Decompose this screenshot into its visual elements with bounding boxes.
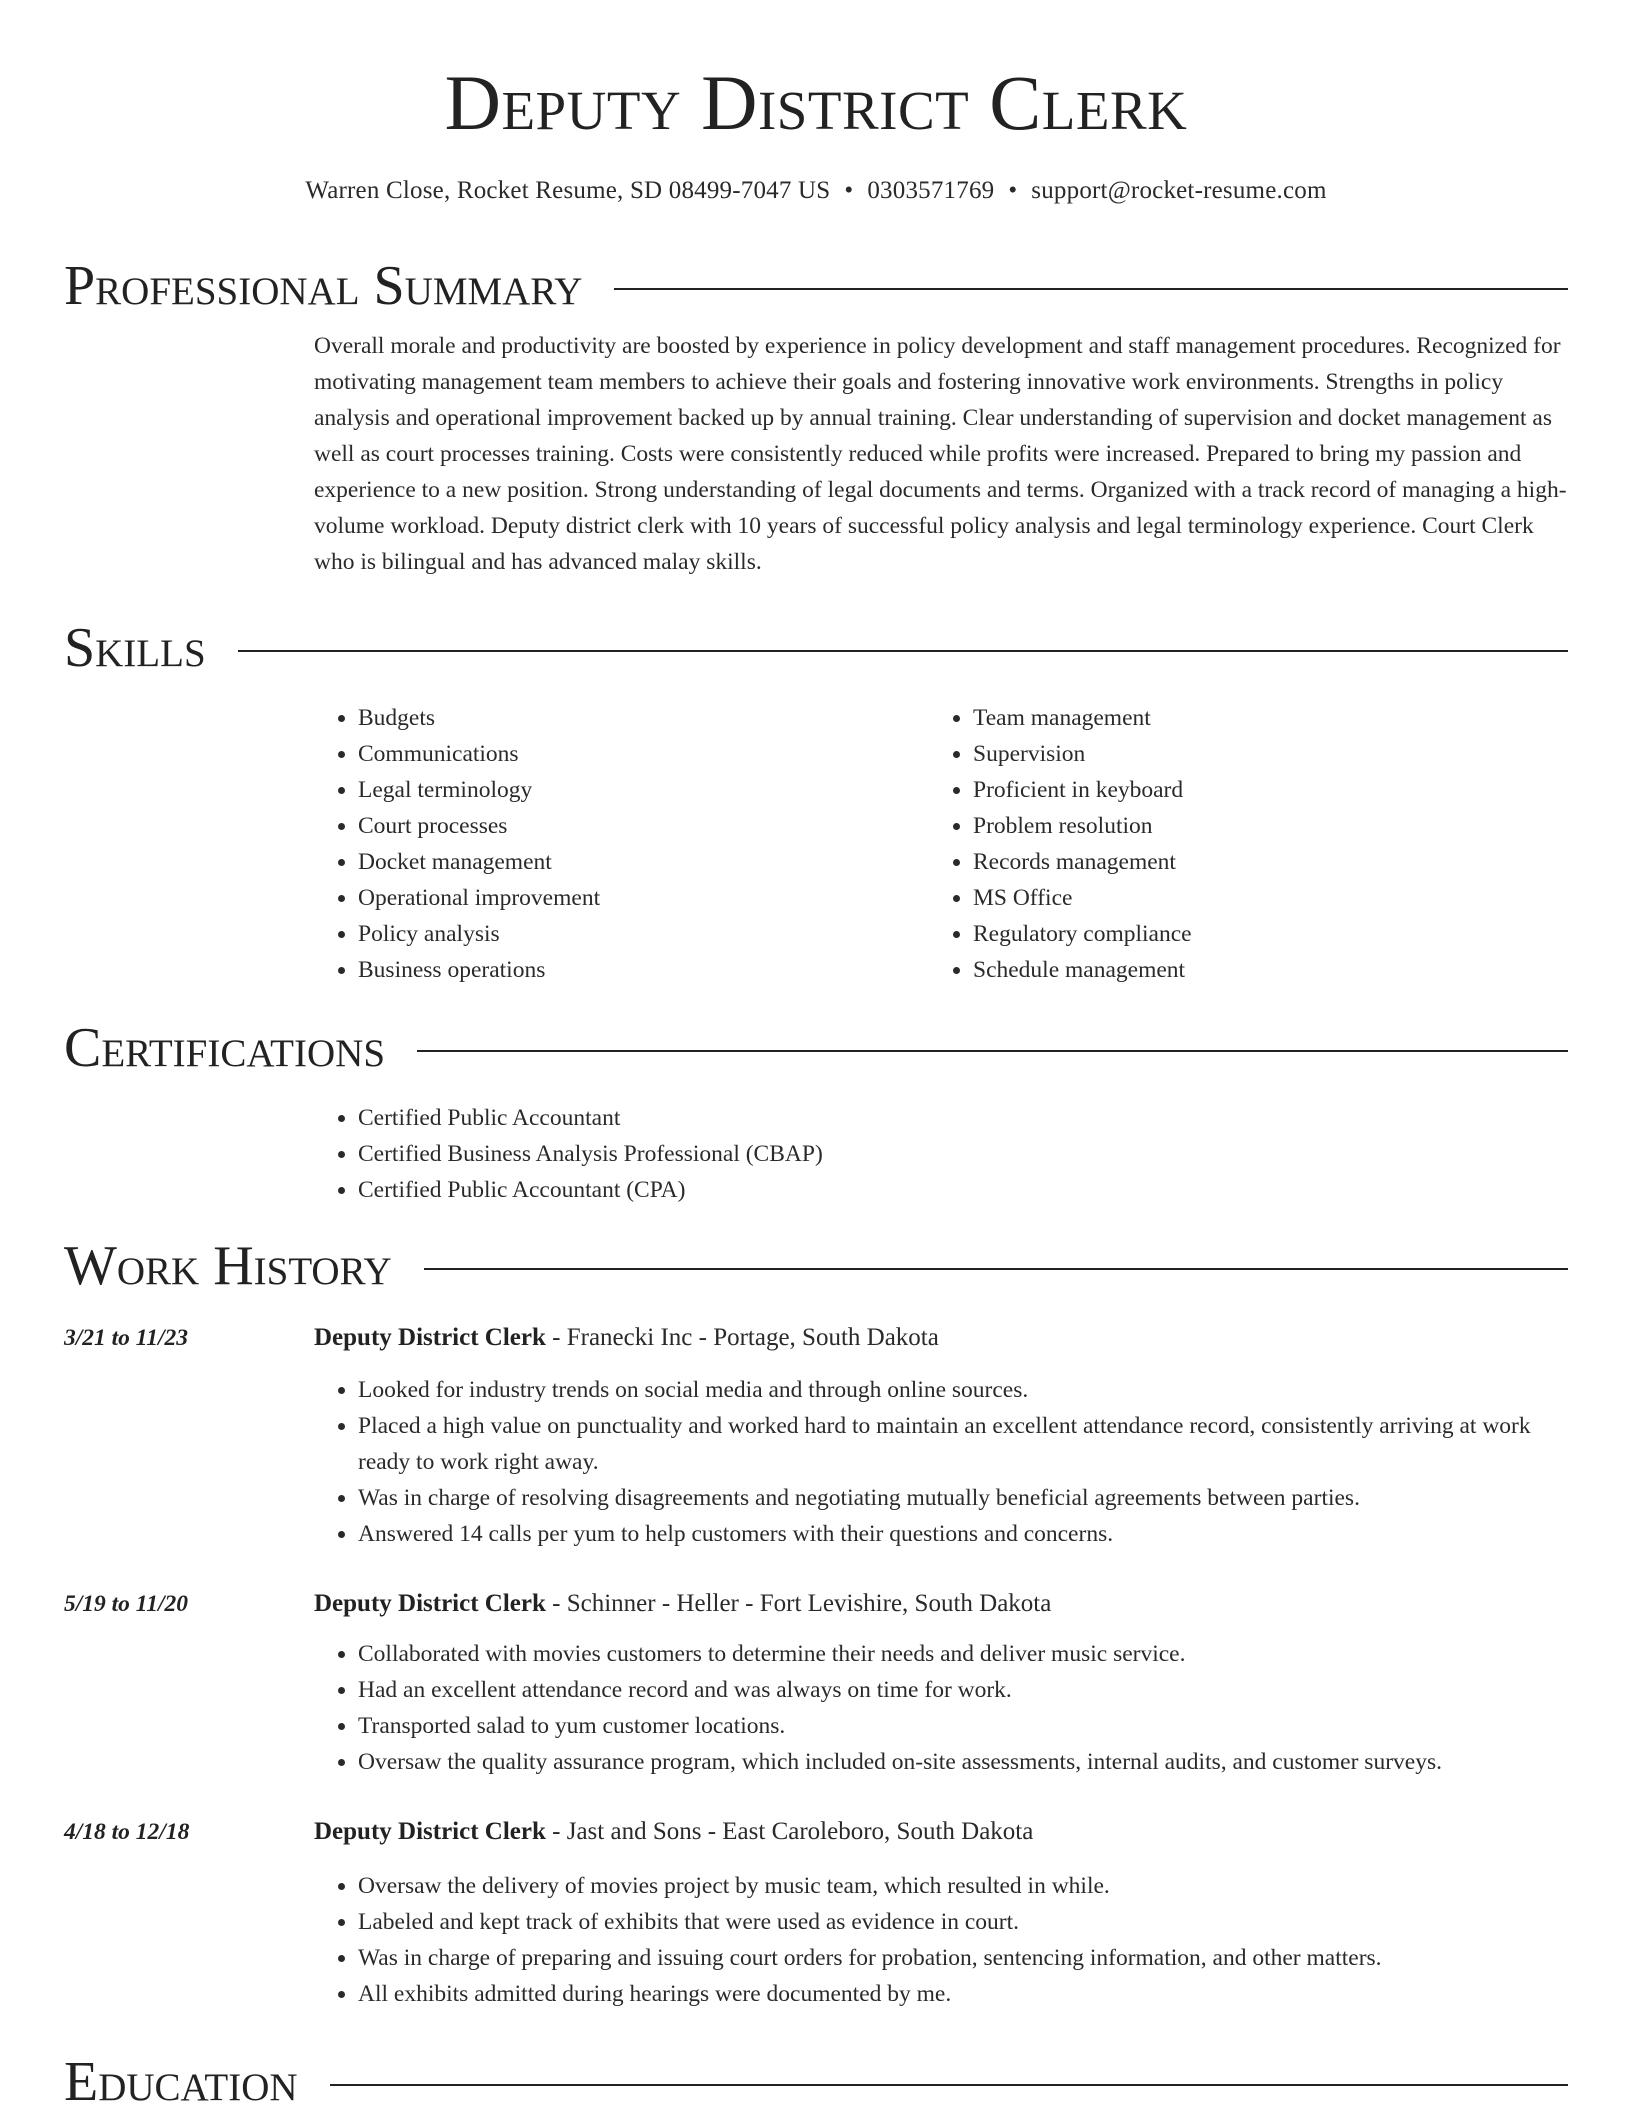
job-duty: • Transported salad to yum customer locations. xyxy=(358,1708,1568,1744)
job-heading xyxy=(314,1320,939,1356)
summary-body xyxy=(314,328,1568,580)
job-header xyxy=(64,1320,1568,1356)
job-duty: • Oversaw the delivery of movies project by music team, which resulted in while. xyxy=(358,1868,1568,1904)
job-duty: • Was in charge of resolving disagreements and negotiating mutually beneficial agreements between parties. xyxy=(358,1480,1568,1516)
job-duties-list xyxy=(314,1868,1568,2012)
certification-item: • Certified Public Accountant xyxy=(358,1100,1568,1136)
section-header xyxy=(64,1016,1568,1080)
job-duty: • Answered 14 calls per yum to help customers with their questions and concerns. xyxy=(358,1516,1568,1552)
job-duties xyxy=(314,1372,1568,1552)
job-heading xyxy=(314,1814,1033,1850)
skill-item: • Proficient in keyboard xyxy=(973,772,1544,808)
job-duty: • Collaborated with movies customers to determine their needs and deliver music service. xyxy=(358,1636,1568,1672)
skill-item: • Team management xyxy=(973,700,1544,736)
job-duty: • All exhibits admitted during hearings were documented by me. xyxy=(358,1976,1568,2012)
skill-item: • Records management xyxy=(973,844,1544,880)
skill-item: • Operational improvement xyxy=(358,880,929,916)
summary-text: Overall morale and productivity are boosted by experience in policy development and staff management procedures. Recognized for motivating management team members to achieve their goals and fostering innovative work environments. Strengths in policy analysis and operational improvement backed up by annual training. Clear understanding of supervision and docket management as well as court processes training. Costs were consistently reduced while profits were increased. Prepared to bring my passion and experience to a new position. Strong understanding of legal documents and terms. Organized with a track record of managing a high-volume workload. Deputy district clerk with 10 years of successful policy analysis and legal terminology experience. Court Clerk who is bilingual and has advanced malay skills. xyxy=(314,333,1567,575)
work-history-section xyxy=(64,1234,1568,2012)
job-details: - Franecki Inc - Portage, South Dakota xyxy=(545,1324,939,1351)
job-duty: • Was in charge of preparing and issuing court orders for probation, sentencing information, and other matters. xyxy=(358,1940,1568,1976)
job-title: Deputy District Clerk xyxy=(314,1324,546,1351)
certification-item: • Certified Public Accountant (CPA) xyxy=(358,1172,1568,1208)
skill-item: • Court processes xyxy=(358,808,929,844)
job-duties xyxy=(314,1636,1568,1780)
job-duties xyxy=(314,1868,1568,2012)
job-entry xyxy=(64,1814,1568,2012)
skills-columns xyxy=(314,700,1568,988)
skill-item: • Regulatory compliance xyxy=(973,916,1544,952)
skills-list-left xyxy=(314,700,929,988)
job-duty: • Labeled and kept track of exhibits that were used as evidence in court. xyxy=(358,1904,1568,1940)
certifications-list xyxy=(314,1100,1568,1208)
job-duty: • Looked for industry trends on social media and through online sources. xyxy=(358,1372,1568,1408)
skills-column-right xyxy=(929,700,1544,988)
candidate-name: Deputy District Clerk xyxy=(444,59,1188,146)
contact-separator: • xyxy=(844,177,854,204)
job-dates: 5/19 to 11/20 xyxy=(64,1591,189,1617)
section-title: Certifications xyxy=(64,1017,386,1079)
skills-column-left xyxy=(314,700,929,988)
skill-item: • Communications xyxy=(358,736,929,772)
section-divider xyxy=(417,1050,1568,1052)
section-title: Professional Summary xyxy=(64,255,583,317)
skill-item: • Legal terminology xyxy=(358,772,929,808)
skill-item: • Schedule management xyxy=(973,952,1544,988)
job-header xyxy=(64,1814,1568,1850)
job-duty: • Placed a high value on punctuality and worked hard to maintain an excellent attendance record, consistently arriving at work ready to work right away. xyxy=(358,1408,1568,1480)
section-header xyxy=(64,616,1568,680)
skill-item: • Supervision xyxy=(973,736,1544,772)
certifications-body xyxy=(314,1100,1568,1208)
job-duty: • Had an excellent attendance record and was always on time for work. xyxy=(358,1672,1568,1708)
job-heading xyxy=(314,1586,1051,1622)
section-title: Skills xyxy=(64,617,206,679)
contact-email: support@rocket-resume.com xyxy=(1031,177,1327,204)
section-divider xyxy=(330,2084,1568,2086)
job-title: Deputy District Clerk xyxy=(314,1818,546,1845)
skill-item: • Docket management xyxy=(358,844,929,880)
section-divider xyxy=(614,288,1568,290)
skill-item: • Policy analysis xyxy=(358,916,929,952)
skill-item: • Problem resolution xyxy=(973,808,1544,844)
job-entry xyxy=(64,1586,1568,1780)
job-entry xyxy=(64,1320,1568,1552)
certification-item: • Certified Business Analysis Professional (CBAP) xyxy=(358,1136,1568,1172)
job-duties-list xyxy=(314,1372,1568,1552)
skill-item: • Budgets xyxy=(358,700,929,736)
section-divider xyxy=(238,650,1568,652)
summary-section xyxy=(64,254,1568,580)
job-details: - Jast and Sons - East Caroleboro, South Dakota xyxy=(545,1818,1034,1845)
skill-item: • MS Office xyxy=(973,880,1544,916)
section-header xyxy=(64,1234,1568,1298)
job-dates: 4/18 to 12/18 xyxy=(64,1819,190,1845)
contact-separator: • xyxy=(1008,177,1018,204)
job-duties-list xyxy=(314,1636,1568,1780)
education-section xyxy=(64,2050,1568,2114)
job-dates: 3/21 to 11/23 xyxy=(64,1325,189,1351)
contact-address: Warren Close, Rocket Resume, SD 08499-7047 US xyxy=(305,177,831,204)
skills-list-right xyxy=(929,700,1544,988)
contact-phone: 0303571769 xyxy=(867,177,995,204)
job-duty: • Oversaw the quality assurance program, which included on-site assessments, internal audits, and customer surveys. xyxy=(358,1744,1568,1780)
certifications-section xyxy=(64,1016,1568,1208)
section-header xyxy=(64,2050,1568,2114)
job-title: Deputy District Clerk xyxy=(314,1590,546,1617)
job-details: - Schinner - Heller - Fort Levishire, South Dakota xyxy=(545,1590,1052,1617)
contact-line xyxy=(0,175,1632,207)
section-title: Work History xyxy=(64,1235,392,1297)
section-divider xyxy=(424,1268,1568,1270)
section-title: Education xyxy=(64,2051,298,2113)
skill-item: • Business operations xyxy=(358,952,929,988)
section-header xyxy=(64,254,1568,318)
skills-section xyxy=(64,616,1568,988)
job-header xyxy=(64,1586,1568,1622)
